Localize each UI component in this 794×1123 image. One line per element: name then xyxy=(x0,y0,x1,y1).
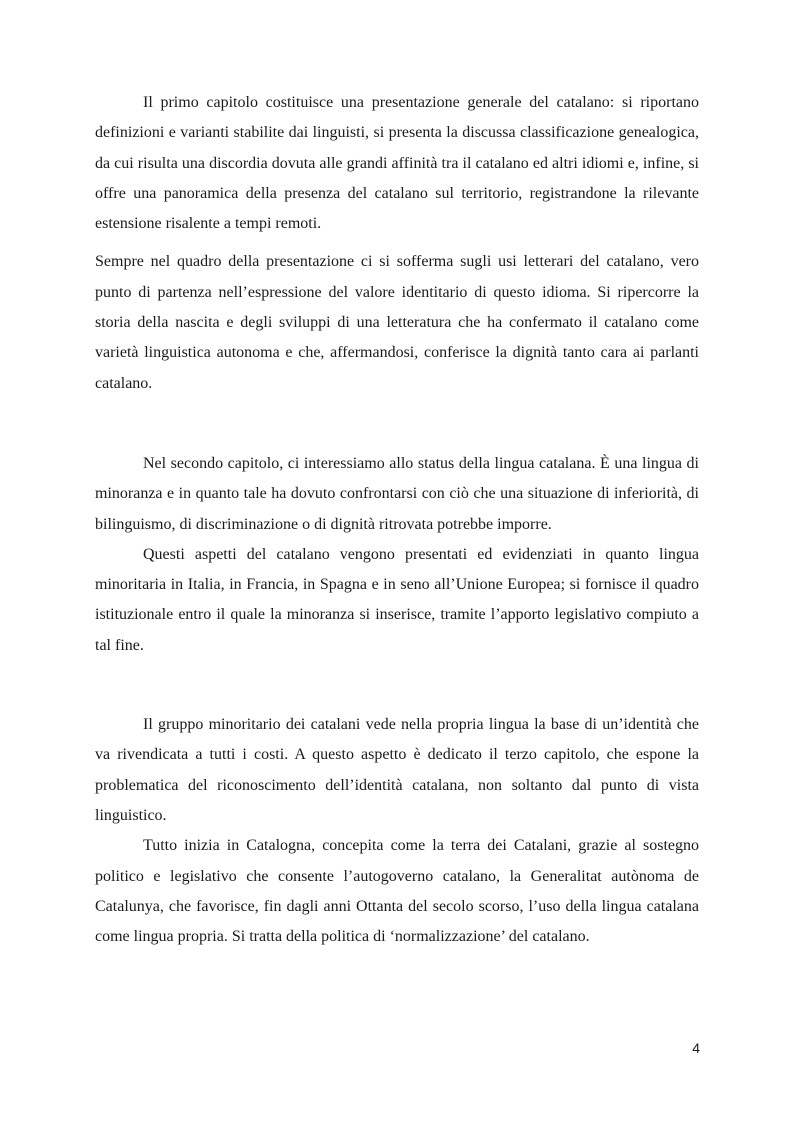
paragraph-chapter-one-intro: Il primo capitolo costituisce una presentazione generale del catalano: si riportano definizioni e varianti stabilite dai linguisti, si presenta la discussa classificazione genealogica, da cui risulta una discordia dovuta alle grandi affinità tra il catalano ed altri idiomi e, infine, si offre una panoramica della presenza del catalano sul territorio, registrandone la rilevante estensione risalente a tempi remoti. xyxy=(95,94,699,233)
document-body xyxy=(95,88,699,952)
paragraph-catalonia: Tutto inizia in Catalogna, concepita come la terra dei Catalani, grazie al sostegno politico e legislativo che consente l’autogoverno catalano, la Generalitat autònoma de Catalunya, che favorisce, fin dagli anni Ottanta del secolo scorso, l’uso della lingua catalana come lingua propria. Si tratta della politica di ‘normalizzazione’ del catalano. xyxy=(95,837,699,946)
paragraph-literary-uses: Sempre nel quadro della presentazione ci si sofferma sugli usi letterari del catalano, vero punto di partenza nell’espressione del valore identitario di questo idioma. Si ripercorre la storia della nascita e degli sviluppi di una letteratura che ha confermato il catalano come varietà linguistica autonoma e che, affermandosi, conferisce la dignità tanto cara ai parlanti catalano. xyxy=(95,253,699,392)
page-number: 4 xyxy=(692,1040,700,1056)
paragraph-chapter-two-intro: Nel secondo capitolo, ci interessiamo allo status della lingua catalana. È una lingua di minoranza e in quanto tale ha dovuto confrontarsi con ciò che una situazione di inferiorità, di bilinguismo, di discriminazione o di dignità ritrovata potrebbe imporre. xyxy=(95,454,699,533)
paragraph-minority-aspects: Questi aspetti del catalano vengono presentati ed evidenziati in quanto lingua minoritaria in Italia, in Francia, in Spagna e in seno all’Unione Europea; si fornisce il quadro istituzionale entro il quale la minoranza si inserisce, tramite l’apporto legislativo compiuto a tal fine. xyxy=(95,545,699,654)
paragraph-chapter-three-intro: Il gruppo minoritario dei catalani vede nella propria lingua la base di un’identità che va rivendicata a tutti i costi. A questo aspetto è dedicato il terzo capitolo, che espone la problematica del riconoscimento dell’identità catalana, non soltanto dal punto di vista linguistico. xyxy=(95,716,699,824)
